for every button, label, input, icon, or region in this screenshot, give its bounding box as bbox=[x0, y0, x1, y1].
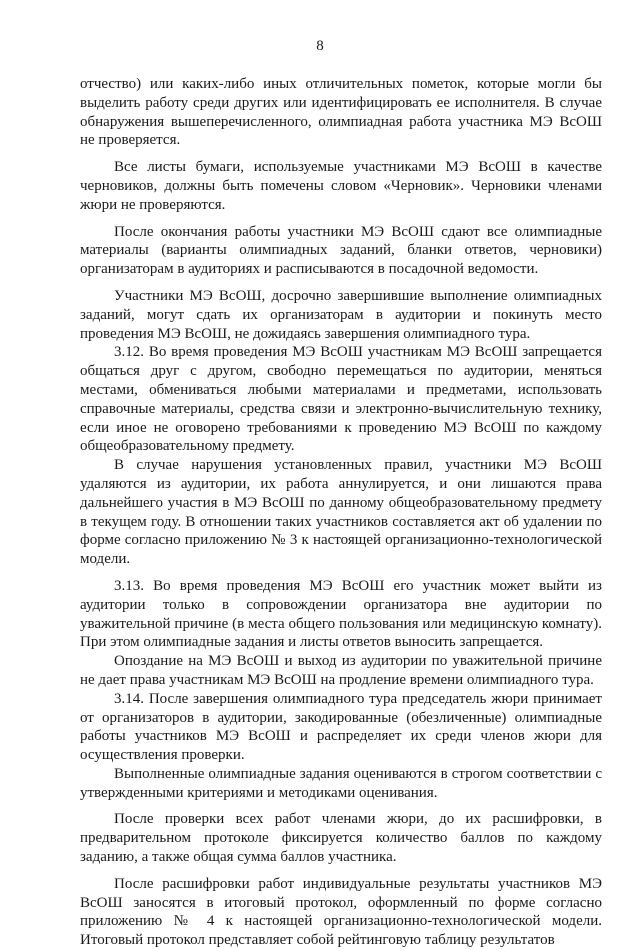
paragraph-continuation: отчество) или каких-либо иных отличительных пометок, которые могли бы выделить работу среди других или идентифицировать ее исполнителя. В случае обнаружения вышеперечисленного, олимпиадная работа участника МЭ ВсОШ не проверяется. bbox=[80, 76, 602, 149]
paragraph-evaluation: Выполненные олимпиадные задания оцениваются в строгом соответствии с утвержденными критериями и методиками оценивания. bbox=[80, 765, 602, 801]
paragraph-preliminary-protocol: После проверки всех работ членами жюри, до их расшифровки, в предварительном протоколе фиксируется количество баллов по каждому заданию, а также общая сумма баллов участника. bbox=[80, 811, 602, 866]
paragraph-3-13: 3.13. Во время проведения МЭ ВсОШ его участник может выйти из аудитории только в сопровождении организатора вне аудитории по уважительной причине (в места общего пользования или медицинскую комнату). При этом олимпиадные задания и листы ответов выносить запрещается. bbox=[80, 577, 602, 651]
paragraph-submission: После окончания работы участники МЭ ВсОШ сдают все олимпиадные материалы (варианты олимпиадных заданий, бланки ответов, черновики) организаторам в аудиториях и расписываются в посадочной ведомости. bbox=[80, 223, 602, 278]
paragraph-lateness: Опоздание на МЭ ВсОШ и выход из аудитории по уважительной причине не дает права участникам МЭ ВсОШ на продление времени олимпиадного тура. bbox=[80, 653, 602, 688]
paragraph-3-12: 3.12. Во время проведения МЭ ВсОШ участникам МЭ ВсОШ запрещается общаться друг с другом, свободно перемещаться по аудитории, меняться местами, обмениваться любыми материалами и предметами, использовать справочные материалы, средства связи и электронно-вычислительную технику, если иное не оговорено требованиями к проведению МЭ ВсОШ по каждому общеобразовательному предмету. bbox=[80, 344, 602, 455]
paragraph-early-finish: Участники МЭ ВсОШ, досрочно завершившие выполнение олимпиадных заданий, могут сдать их организаторам в аудитории и покинуть место проведения МЭ ВсОШ, не дожидаясь завершения олимпиадного тура. bbox=[80, 287, 602, 342]
paragraph-drafts: Все листы бумаги, используемые участниками МЭ ВсОШ в качестве черновиков, должны быть помечены словом «Черновик». Черновики членами жюри не проверяются. bbox=[80, 159, 602, 213]
paragraph-final-protocol: После расшифровки работ индивидуальные результаты участников МЭ ВсОШ заносятся в итоговый протокол, оформленный по форме согласно приложению № 4 к настоящей организационно-технологической модели. Итоговый протокол представляет собой рейтинговую таблицу результатов bbox=[80, 875, 602, 949]
paragraph-3-14: 3.14. После завершения олимпиадного тура председатель жюри принимает от организаторов в аудитории, закодированные (обезличенные) олимпиадные работы участников МЭ ВсОШ и распределяет их среди членов жюри для осуществления проверки. bbox=[80, 690, 602, 764]
paragraph-violation: В случае нарушения установленных правил, участники МЭ ВсОШ удаляются из аудитории, их работа аннулируется, и они лишаются права дальнейшего участия в МЭ ВсОШ по данному общеобразовательному предмету в текущем году. В отношении таких участников составляется акт об удалении по форме согласно приложению № 3 к настоящей организационно-технологической модели. bbox=[80, 457, 602, 568]
page-number: 8 bbox=[316, 38, 324, 54]
